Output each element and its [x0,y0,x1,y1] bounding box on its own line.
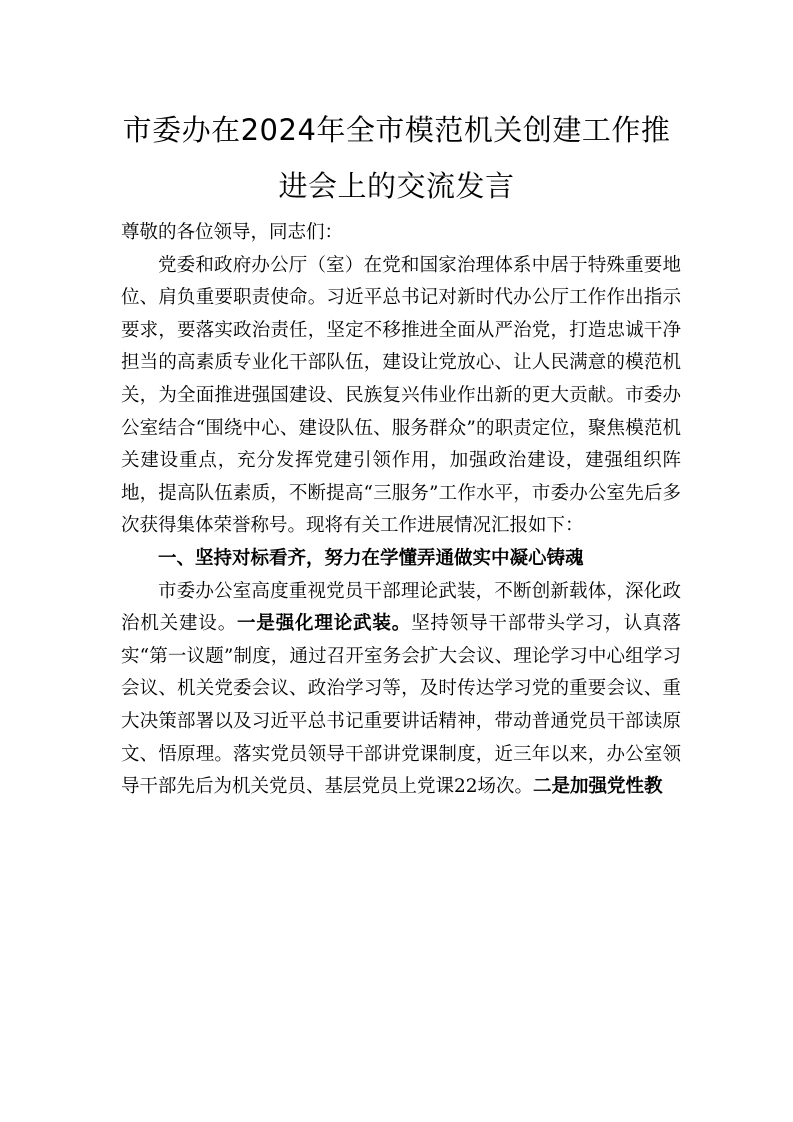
paragraph-section-1 [121,576,681,804]
document-title-line-2: 进会上的交流发言 [278,169,515,203]
section-heading-1: 一、坚持对标看齐，努力在学懂弄通做实中凝心铸魂 [158,547,584,569]
paragraph-intro: 党委和政府办公厅（室）在党和国家治理体系中居于特殊重要地位、肩负重要职责使命。习近平总书记对新时代办公厅工作作出指示要求，要落实政治责任，坚定不移推进全面从严治党，打造忠诚干净担当的高素质专业化干部队伍，建设让党放心、让人民满意的模范机关，为全面推进强国建设、民族复兴伟业作出新的更大贡献。市委办公室结合“围绕中心、建设队伍、服务群众”的职责定位，聚焦模范机关建设重点，充分发挥党建引领作用，加强政治建设，建强组织阵地，提高队伍素质，不断提高“三服务”工作水平，市委办公室先后多次获得集体荣誉称号。现将有关工作进展情况汇报如下： [121,254,681,537]
salutation: 尊敬的各位领导，同志们： [121,222,344,243]
paragraph-section-1-intro: 市委办公室高度重视党员干部理论武装，不断创新载体，深化政治机关建设。 [121,580,681,635]
point-1-heading: 一是强化理论武装。 [237,613,412,635]
point-1-body: 坚持领导干部带头学习，认真落实“第一议题”制度，通过召开室务会扩大会议、理论学习中心组学习会议、机关党委会议、政治学习等，及时传达学习党的重要会议、重大决策部署以及习近平总书记重要讲话精神，带动普通党员干部读原文、悟原理。落实党员领导干部讲党课制度，近三年以来，办公室领导干部先后为机关党员、基层党员上党课22场次。 [121,613,681,798]
document-body [121,217,681,804]
document-title-line-1: 市委办在2024年全市模范机关创建工作推 [122,113,671,147]
point-2-heading: 二是加强党性教 [533,776,663,798]
